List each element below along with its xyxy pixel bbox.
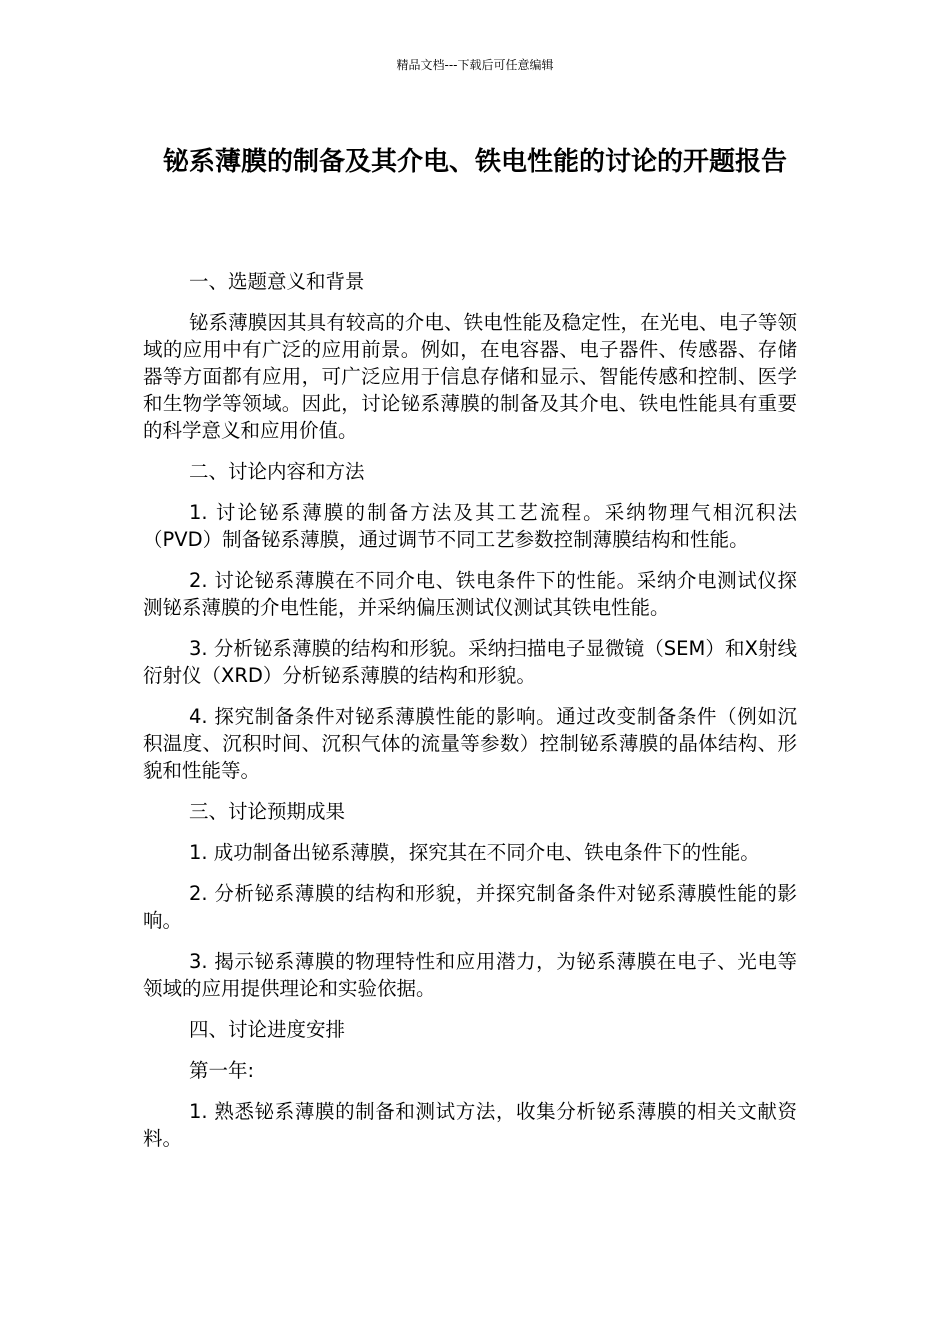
section-heading-schedule: 四、讨论进度安排: [189, 1018, 346, 1041]
methods-item-1: 1. 讨论铋系薄膜的制备方法及其工艺流程。采纳物理气相沉积法（PVD）制备铋系薄膜，通过调节不同工艺参数控制薄膜结构和性能。: [143, 501, 797, 551]
results-item-2: 2. 分析铋系薄膜的结构和形貌，并探究制备条件对铋系薄膜性能的影响。: [143, 882, 797, 932]
section-heading-background: 一、选题意义和背景: [189, 270, 365, 293]
methods-item-3: 3. 分析铋系薄膜的结构和形貌。采纳扫描电子显微镜（SEM）和X射线衍射仪（XRD）分析铋系薄膜的结构和形貌。: [143, 637, 797, 687]
schedule-item-1: 1. 熟悉铋系薄膜的制备和测试方法，收集分析铋系薄膜的相关文献资料。: [143, 1100, 797, 1150]
page-header: 精品文档---下载后可任意编辑: [396, 58, 554, 72]
methods-item-2: 2. 讨论铋系薄膜在不同介电、铁电条件下的性能。采纳介电测试仪探测铋系薄膜的介电性能，并采纳偏压测试仪测试其铁电性能。: [143, 569, 797, 619]
results-item-1: 1. 成功制备出铋系薄膜，探究其在不同介电、铁电条件下的性能。: [189, 841, 760, 864]
background-paragraph: 铋系薄膜因其具有较高的介电、铁电性能及稳定性，在光电、电子等领域的应用中有广泛的应用前景。例如，在电容器、电子器件、传感器、存储器等方面都有应用，可广泛应用于信息存储和显示、智能传感和控制、医学和生物学等领域。因此，讨论铋系薄膜的制备及其介电、铁电性能具有重要的科学意义和应用价值。: [143, 311, 797, 442]
results-item-3: 3. 揭示铋系薄膜的物理特性和应用潜力，为铋系薄膜在电子、光电等领域的应用提供理论和实验依据。: [143, 950, 797, 1000]
document-body: [143, 268, 797, 1166]
methods-item-4: 4. 探究制备条件对铋系薄膜性能的影响。通过改变制备条件（例如沉积温度、沉积时间、沉积气体的流量等参数）控制铋系薄膜的晶体结构、形貌和性能等。: [143, 705, 797, 782]
section-heading-expected-results: 三、讨论预期成果: [189, 800, 346, 823]
schedule-year-one-label: 第一年:: [189, 1059, 255, 1082]
section-heading-content-methods: 二、讨论内容和方法: [189, 460, 365, 483]
document-title: 铋系薄膜的制备及其介电、铁电性能的讨论的开题报告: [162, 147, 787, 177]
